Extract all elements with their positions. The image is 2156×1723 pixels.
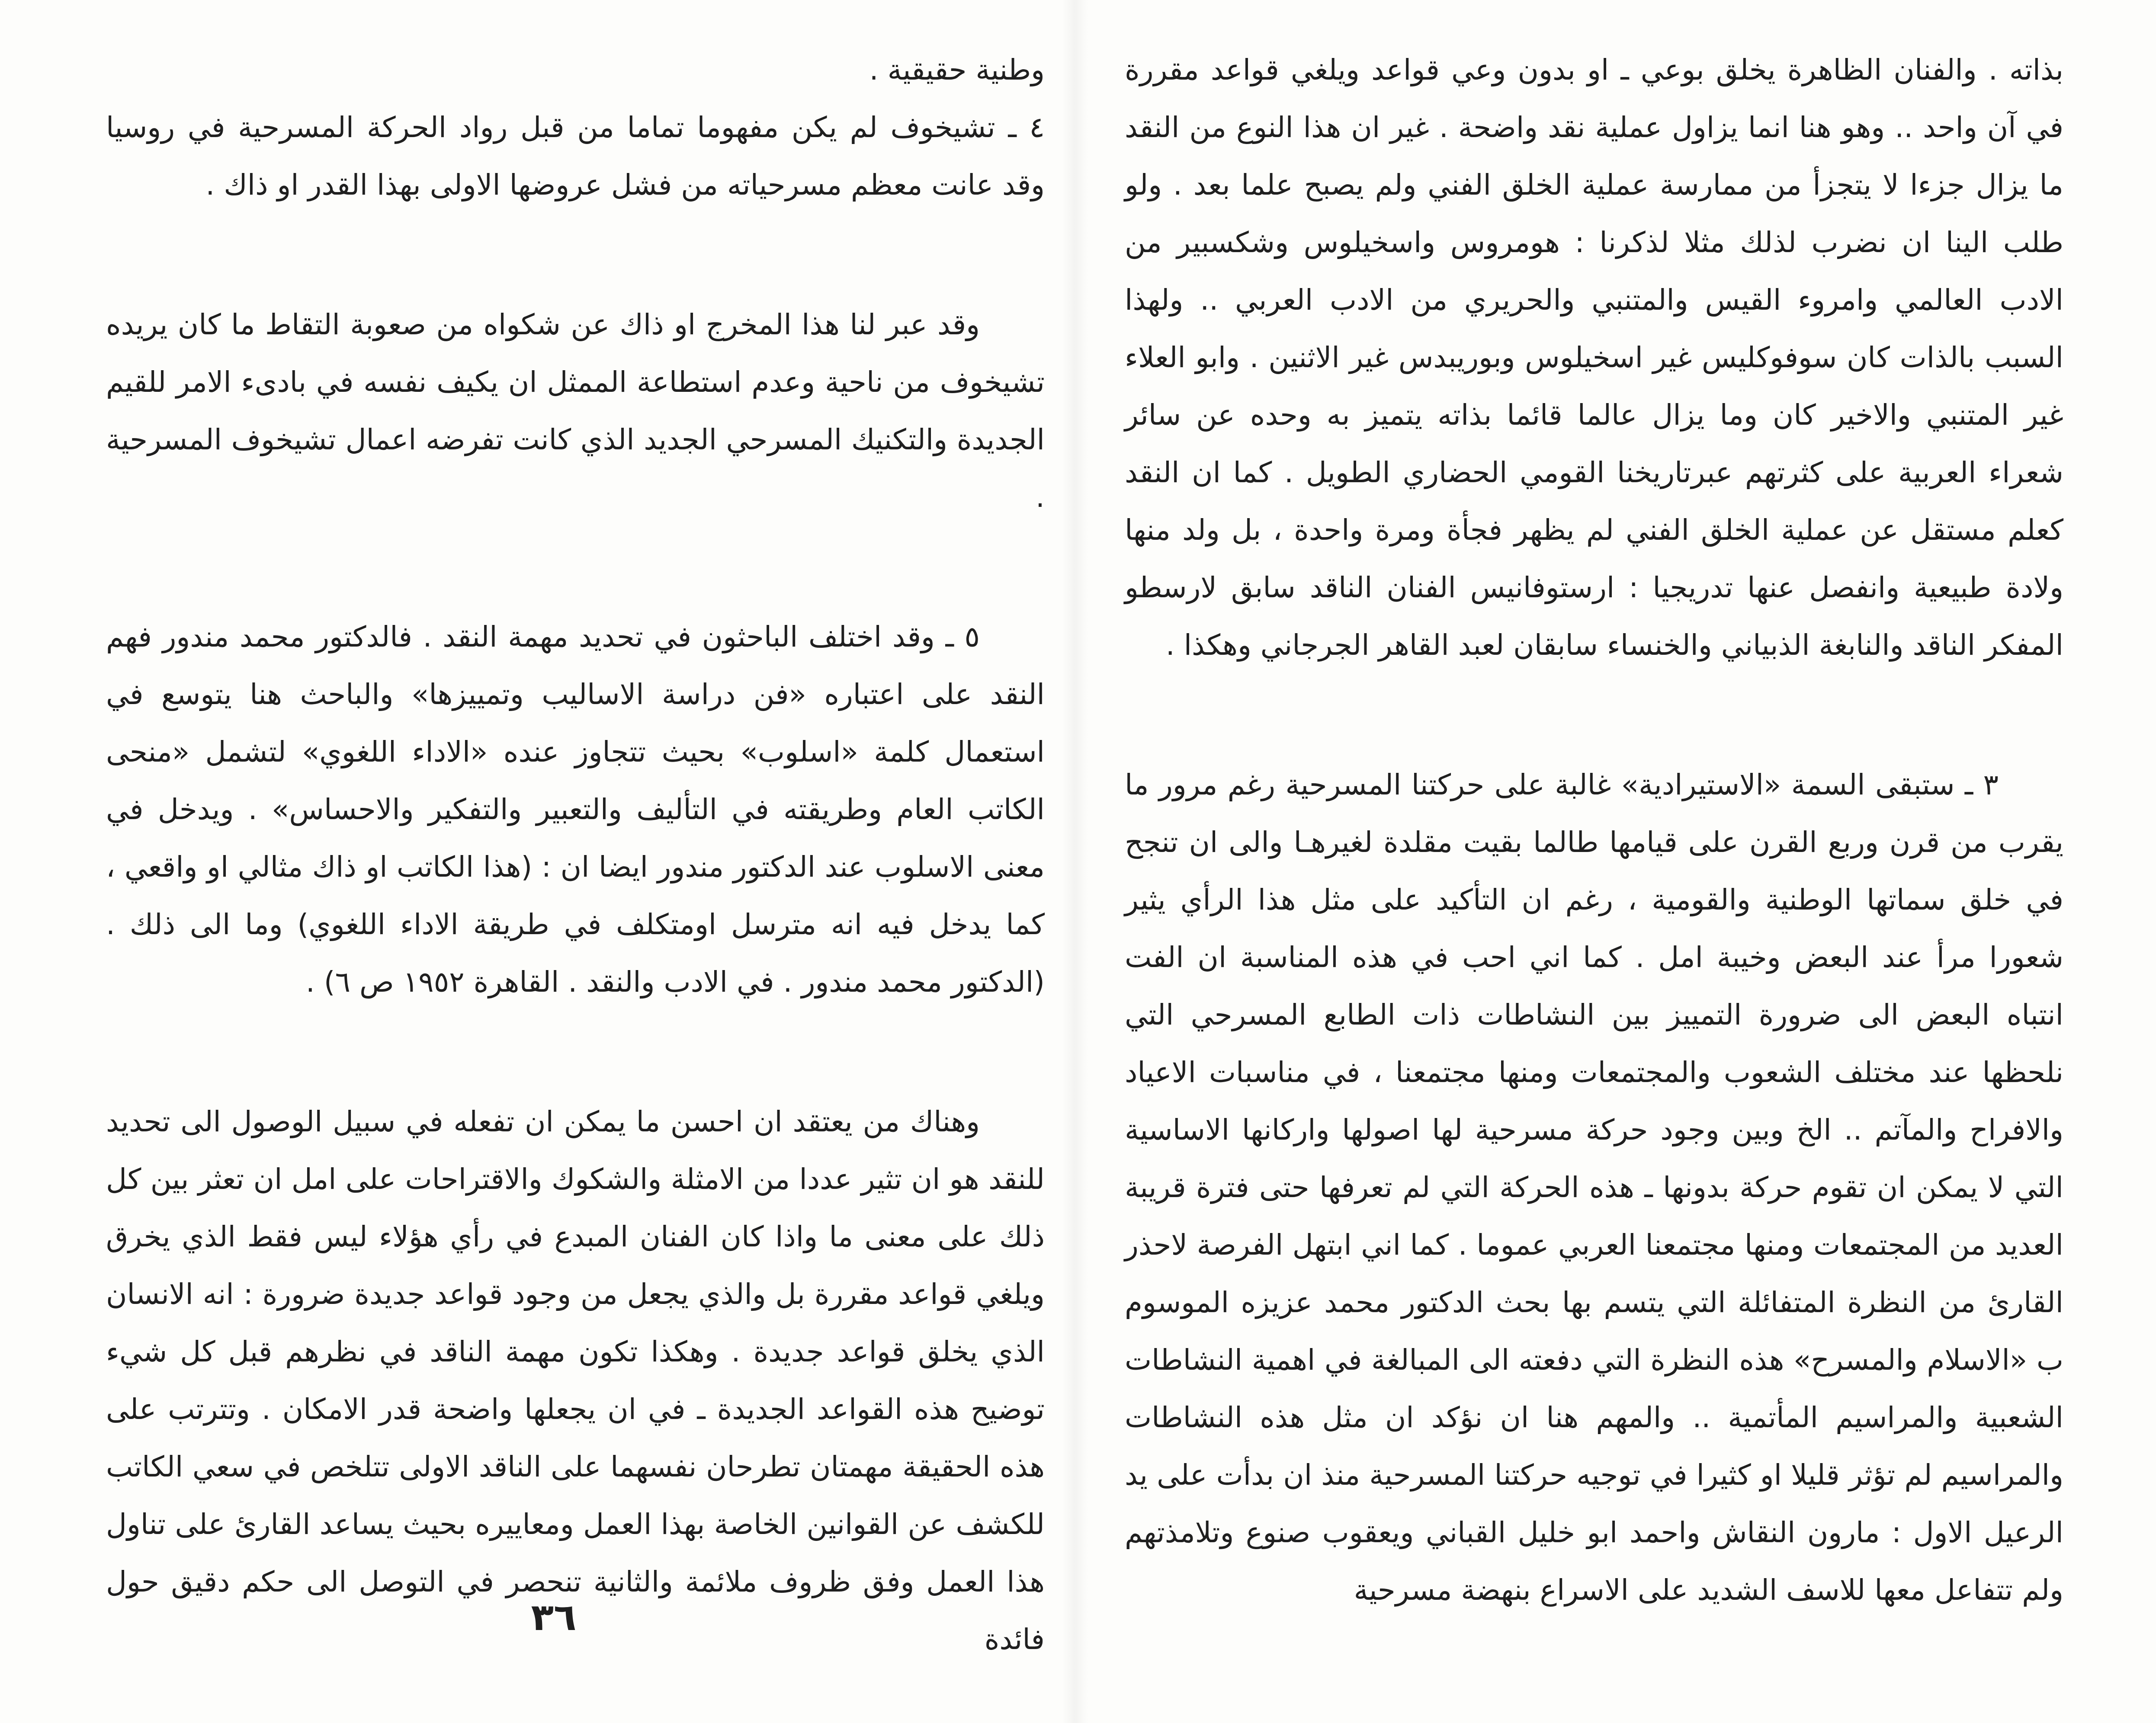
page-number: ٣٦ <box>531 1596 577 1639</box>
paragraph-gap <box>106 526 1045 608</box>
paragraph-note-4: ٤ ـ تشيخوف لم يكن مفهوما تماما من قبل رواد الحركة المسرحية في روسيا وقد عانت معظم مسرحياته من فشل عروضها الاولى بهذا القدر او ذاك . <box>106 111 1045 202</box>
left-column <box>106 41 1045 1668</box>
paragraph-director-complaint: وقد عبر لنا هذا المخرج او ذاك عن شكواه من صعوبة التقاط ما كان يريده تشيخوف من ناحية وعدم استطاعة الممثل ان يكيف نفسه في بادىء الامر للقيم الجديدة والتكنيك المسرحي الجديد الذي كانت تفرضه اعمال تشيخوف المسرحية . <box>106 308 1045 514</box>
paragraph-note-5: ٥ ـ وقد اختلف الباحثون في تحديد مهمة النقد . فالدكتور محمد مندور فهم النقد على اعتباره «فن دراسة الاساليب وتمييزها» والباحث هنا يتوسع في استعمال كلمة «اسلوب» بحيث تتجاوز عنده «الاداء اللغوي» لتشمل «منحى الكاتب العام وطريقته في التأليف والتعبير والتفكير والاحساس» . ويدخل في معنى الاسلوب عند الدكتور مندور ايضا ان : (هذا الكاتب او ذاك مثالي او واقعي ، كما يدخل فيه انه مترسل اومتكلف في طريقة الاداء اللغوي) وما الى ذلك . (الدكتور محمد مندور . في الادب والنقد . القاهرة ١٩٥٢ ص ٦) . <box>106 620 1045 999</box>
paragraph-continuation: وطنية حقيقية . <box>869 53 1045 86</box>
paragraph-critic-task: وهناك من يعتقد ان احسن ما يمكن ان تفعله في سبيل الوصول الى تحديد للنقد هو ان تثير عددا من الامثلة والشكوك والاقتراحات على امل ان تعثر بين كل ذلك على معنى ما واذا كان الفنان المبدع في رأي هؤلاء ليس فقط الذي يخرق ويلغي قواعد مقررة بل والذي يجعل من وجود قواعد جديدة ضرورة : انه الانسان الذي يخلق قواعد جديدة . وهكذا تكون مهمة الناقد في نظرهم قبل كل شيء توضيح هذه القواعد الجديدة ـ في ان يجعلها واضحة قدر الامكان . وتترتب على هذه الحقيقة مهمتان تطرحان نفسهما على الناقد الاولى تتلخص في سعي الكاتب للكشف عن القوانين الخاصة بهذا العمل ومعاييره بحيث يساعد القارئ على تناول هذا العمل وفق ظروف ملائمة والثانية تنحصر في التوصل الى حكم دقيق حول فائدة <box>106 1105 1045 1656</box>
paragraph-gap <box>106 214 1045 296</box>
right-column <box>1125 41 2063 1619</box>
page-gutter <box>1062 0 1088 1723</box>
paragraph-gap <box>1125 674 2063 756</box>
paragraph-note-3: ٣ ـ ستبقى السمة «الاستيرادية» غالبة على حركتنا المسرحية رغم مرور ما يقرب من قرن وربع القرن على قيامها طالما بقيت مقلدة لغيرهـا والى ان تنجح في خلق سماتها الوطنية والقومية ، رغم ان التأكيد على مثل هذا الرأي يثير شعورا مرأ عند البعض وخيبة امل . كما اني احب في هذه المناسبة ان الفت انتباه البعض الى ضرورة التمييز بين النشاطات ذات الطابع المسرحي التي نلحظها عند مختلف الشعوب والمجتمعات ومنها مجتمعنا ، في مناسبات الاعياد والافراح والمآتم .. الخ وبين وجود حركة مسرحية لها اصولها واركانها الاساسية التي لا يمكن ان تقوم حركة بدونها ـ هذه الحركة التي لم تعرفها حتى فترة قريبة العديد من المجتمعات ومنها مجتمعنا العربي عموما . كما اني ابتهل الفرصة لاحذر القارئ من النظرة المتفائلة التي يتسم بها بحث الدكتور محمد عزيزه الموسوم ب «الاسلام والمسرح» هذه النظرة التي دفعته الى المبالغة في اهمية النشاطات الشعبية والمراسيم المأتمية .. والمهم هنا ان نؤكد ان مثل هذه النشاطات والمراسيم لم تؤثر قليلا او كثيرا في توجيه حركتنا المسرحية منذ ان بدأت على يد الرعيل الاول : مارون النقاش واحمد ابو خليل القباني ويعقوب صنوع وتلامذتهم ولم تتفاعل معها للاسف الشديد على الاسراع بنهضة مسرحية <box>1125 768 2063 1607</box>
paragraph-continuation: بذاته . والفنان الظاهرة يخلق بوعي ـ او بدون وعي قواعد ويلغي قواعد مقررة في آن واحد .. وهو هنا انما يزاول عملية نقد واضحة . غير ان هذا النوع من النقد ما يزال جزءا لا يتجزأ من ممارسة عملية الخلق الفني ولم يصبح علما بعد . ولو طلب الينا ان نضرب لذلك مثلا لذكرنا : هومروس واسخيلوس وشكسبير من الادب العالمي وامروء القيس والمتنبي والحريري من الادب العربي .. ولهذا السبب بالذات كان سوفوكليس غير اسخيلوس وبوريبدس غير الاثنين . وابو العلاء غير المتنبي والاخير كان وما يزال عالما قائما بذاته يتميز به وحده عن سائر شعراء العربية على كثرتهم عبرتاريخنا القومي الحضاري الطويل . كما ان النقد كعلم مستقل عن عملية الخلق الفني لم يظهر فجأة ومرة واحدة ، بل ولد منها ولادة طبيعية وانفصل عنها تدريجيا : ارستوفانيس الفنان الناقد سابق لارسطو المفكر الناقد والنابغة الذبياني والخنساء سابقان لعبد القاهر الجرجاني وهكذا . <box>1125 53 2063 662</box>
paragraph-gap <box>106 1011 1045 1093</box>
